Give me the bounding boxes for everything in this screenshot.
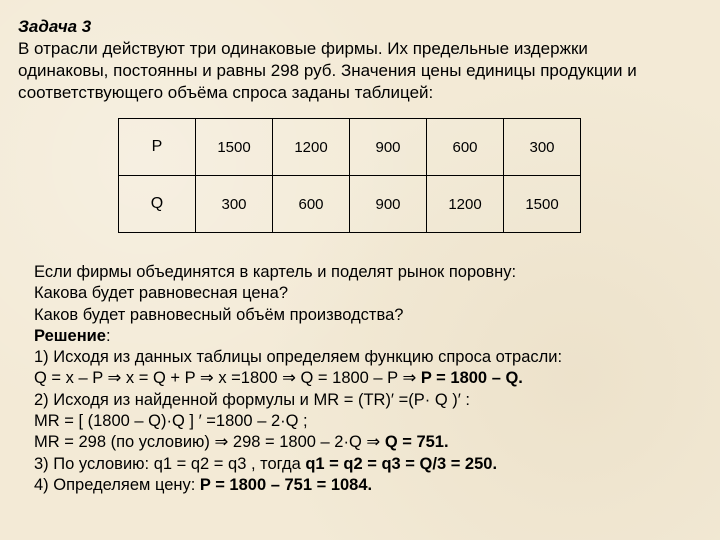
solution-label: Решение (34, 326, 106, 345)
table-cell: 1200 (273, 119, 350, 176)
equation-3-result: Q = 751. (384, 433, 449, 452)
table-cell: 300 (504, 119, 581, 176)
table-cell: 900 (350, 176, 427, 233)
solution-heading (34, 326, 714, 347)
row-label-q: Q (119, 176, 196, 233)
equation-1 (34, 368, 714, 389)
question-3: Каков будет равновесный объём производства? (34, 305, 404, 324)
intro-line-2: одинаковы, постоянны и равны 298 руб. Значения цены единицы продукции и (18, 61, 637, 80)
table-cell: 600 (427, 119, 504, 176)
equation-1-text: Q = x – P ⇒ x = Q + P ⇒ x =1800 ⇒ Q = 1800 – P ⇒ (34, 369, 421, 388)
intro-line-1: В отрасли действуют три одинаковые фирмы. Их предельные издержки (18, 39, 588, 58)
intro-line-3: соответствующего объёма спроса заданы таблицей: (18, 83, 434, 102)
question-1: Если фирмы объединятся в картель и поделят рынок поровну: (34, 263, 517, 281)
problem-header (18, 16, 708, 104)
step-1: 1) Исходя из данных таблицы определяем функцию спроса отрасли: (34, 348, 563, 367)
problem-title: Задача 3 (18, 17, 92, 36)
table-cell: 900 (350, 119, 427, 176)
table-cell: 300 (196, 176, 273, 233)
table-cell: 600 (273, 176, 350, 233)
step-3-text: 3) По условию: q1 = q2 = q3 , тогда (34, 454, 306, 473)
equation-2: MR = [ (1800 – Q)·Q ] ′ =1800 – 2·Q ; (34, 412, 308, 431)
step-4-result: P = 1800 – 751 = 1084. (199, 475, 373, 494)
equation-3 (34, 432, 714, 453)
step-3-result: q1 = q2 = q3 = Q/3 = 250. (305, 454, 498, 473)
step-4 (34, 475, 714, 496)
table-row-q (119, 176, 581, 233)
equation-1-result: P = 1800 – Q. (420, 369, 523, 388)
solution-section (34, 262, 714, 496)
table-cell: 1200 (427, 176, 504, 233)
question-2: Какова будет равновесная цена? (34, 284, 289, 303)
row-label-p: P (119, 119, 196, 176)
equation-3-text: MR = 298 (по условию) ⇒ 298 = 1800 – 2·Q ⇒ (34, 433, 385, 452)
table-row-p (119, 119, 581, 176)
price-quantity-table (118, 118, 581, 233)
step-2: 2) Исходя из найденной формулы и MR = (TR)′ =(P· Q )′ : (34, 390, 471, 409)
step-4-text: 4) Определяем цену: (34, 475, 200, 494)
table-cell: 1500 (196, 119, 273, 176)
table-cell: 1500 (504, 176, 581, 233)
solution-colon: : (106, 326, 111, 345)
step-3 (34, 454, 714, 475)
